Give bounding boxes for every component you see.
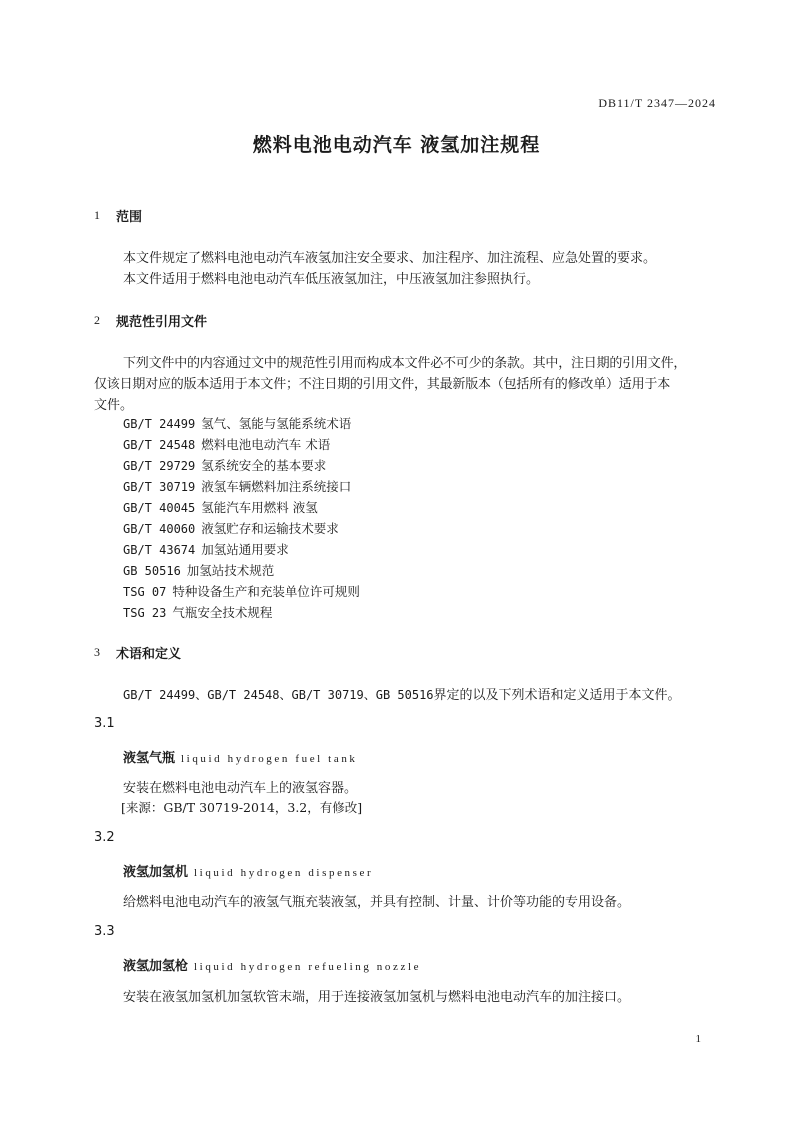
reference-name: 加氢站通用要求 xyxy=(201,542,289,557)
term-definition: 安装在燃料电池电动汽车上的液氢容器。 xyxy=(123,781,358,796)
reference-name: 燃料电池电动汽车 术语 xyxy=(201,437,331,452)
paragraph: 文件。 xyxy=(94,398,134,413)
standard-number: DB11/T 2347—2024 xyxy=(598,96,716,110)
reference-item xyxy=(123,435,330,453)
paragraph: 本文件适用于燃料电池电动汽车低压液氢加注，中压液氢加注参照执行。 xyxy=(123,272,540,287)
section-title: 术语和定义 xyxy=(116,647,182,662)
clause-number: 3.1 xyxy=(94,716,115,731)
document-title: 燃料电池电动汽车 液氢加注规程 xyxy=(252,134,541,156)
paragraph: 本文件规定了燃料电池电动汽车液氢加注安全要求、加注程序、加注流程、应急处置的要求。 xyxy=(123,251,657,266)
reference-name: 加氢站技术规范 xyxy=(186,563,275,578)
term-source: [来源：GB/T 30719-2014，3.2，有修改] xyxy=(121,800,363,815)
page-number: 1 xyxy=(695,1033,701,1045)
clause-number: 3.2 xyxy=(94,830,115,845)
reference-name: 气瓶安全技术规程 xyxy=(172,605,273,620)
reference-code: GB/T 24548 xyxy=(123,438,196,452)
reference-item xyxy=(123,582,360,600)
term-english: liquid hydrogen refueling nozzle xyxy=(194,961,422,973)
paragraph: 下列文件中的内容通过文中的规范性引用而构成本文件必不可少的条款。其中，注日期的引用文件， xyxy=(123,356,687,371)
reference-code: GB/T 29729 xyxy=(123,459,196,473)
reference-item xyxy=(123,519,339,537)
reference-code: TSG 23 xyxy=(123,606,167,620)
reference-name: 液氢贮存和运输技术要求 xyxy=(201,521,339,536)
reference-item xyxy=(123,540,289,558)
intro-text: 界定的以及下列术语和定义适用于本文件。 xyxy=(433,688,681,703)
reference-name: 液氢车辆燃料加注系统接口 xyxy=(201,479,352,494)
reference-item xyxy=(123,414,351,432)
standard-codes: GB/T 24499、GB/T 24548、GB/T 30719、GB 50516 xyxy=(123,688,434,702)
reference-name: 特种设备生产和充装单位许可规则 xyxy=(172,584,360,599)
reference-name: 氢气、氢能与氢能系统术语 xyxy=(201,416,352,431)
term-chinese: 液氢加氢枪 xyxy=(123,959,189,974)
reference-code: GB/T 40045 xyxy=(123,501,196,515)
clause-number: 3.3 xyxy=(94,924,115,939)
reference-item xyxy=(123,498,318,516)
term-definition: 给燃料电池电动汽车的液氢气瓶充装液氢，并具有控制、计量、计价等功能的专用设备。 xyxy=(123,895,631,910)
section-number: 1 xyxy=(94,208,100,222)
reference-code: GB 50516 xyxy=(123,564,181,578)
section-title: 规范性引用文件 xyxy=(116,315,208,330)
term-heading xyxy=(123,861,373,880)
reference-code: GB/T 24499 xyxy=(123,417,196,431)
reference-name: 氢系统安全的基本要求 xyxy=(201,458,327,473)
term-chinese: 液氢加氢机 xyxy=(123,865,189,880)
reference-code: GB/T 43674 xyxy=(123,543,196,557)
term-heading xyxy=(123,747,358,766)
section-number: 2 xyxy=(94,313,100,327)
paragraph xyxy=(123,684,681,703)
section-title: 范围 xyxy=(116,210,143,225)
reference-name: 氢能汽车用燃料 液氢 xyxy=(201,500,318,515)
term-english: liquid hydrogen fuel tank xyxy=(181,753,358,765)
reference-item xyxy=(123,603,272,621)
term-definition: 安装在液氢加氢机加氢软管末端，用于连接液氢加氢机与燃料电池电动汽车的加注接口。 xyxy=(123,990,631,1005)
reference-item xyxy=(123,561,274,579)
paragraph: 仅该日期对应的版本适用于本文件；不注日期的引用文件，其最新版本（包括所有的修改单）适用于本 xyxy=(94,377,671,392)
term-chinese: 液氢气瓶 xyxy=(123,751,176,766)
reference-item xyxy=(123,477,351,495)
reference-code: TSG 07 xyxy=(123,585,167,599)
term-heading xyxy=(123,955,421,974)
section-number: 3 xyxy=(94,645,100,659)
reference-item xyxy=(123,456,326,474)
reference-code: GB/T 40060 xyxy=(123,522,196,536)
reference-code: GB/T 30719 xyxy=(123,480,196,494)
term-english: liquid hydrogen dispenser xyxy=(194,867,374,879)
